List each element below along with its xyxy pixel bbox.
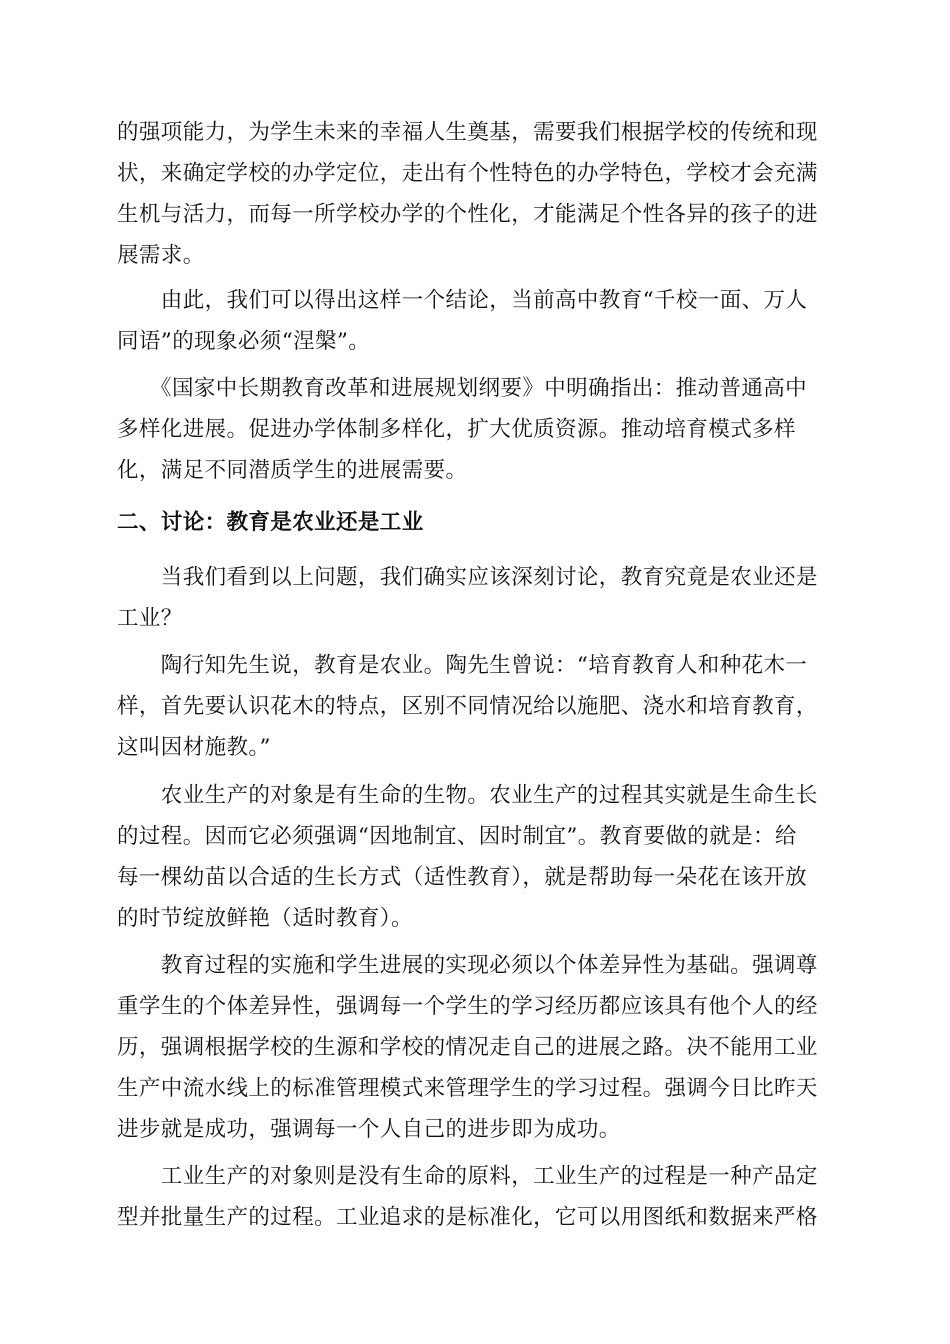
section-heading: [117, 502, 837, 543]
paragraph-6: [117, 775, 837, 939]
paragraph-line: 农业生产的对象是有生命的生物。农业生产的过程其实就是生命生长: [117, 783, 818, 808]
paragraph-line: 工业？: [117, 606, 183, 631]
paragraph-line: 进步就是成功，强调每一个人自己的进步即为成功。: [117, 1117, 621, 1142]
paragraph-5: [117, 645, 837, 768]
paragraph-8: [117, 1156, 837, 1238]
paragraph-line: 陶行知先生说，教育是农业。陶先生曾说：“培育教育人和种花木一: [117, 653, 808, 678]
paragraph-line: 多样化进展。促进办学体制多样化，扩大优质资源。推动培育模式多样: [117, 417, 796, 442]
paragraph-line: 的过程。因而它必须强调“因地制宜、因时制宜”。教育要做的就是：给: [117, 824, 797, 849]
paragraph-line: 每一棵幼苗以合适的生长方式（适性教育），就是帮助每一朵花在该开放: [117, 865, 808, 890]
paragraph-1: [117, 112, 837, 276]
paragraph-line: 展需求。: [117, 243, 205, 268]
paragraph-2: [117, 280, 837, 362]
paragraph-line: 型并批量生产的过程。工业追求的是标准化，它可以用图纸和数据来严格: [117, 1205, 818, 1230]
paragraph-3: [117, 368, 837, 491]
paragraph-line: 由此，我们可以得出这样一个结论，当前高中教育“千校一面、万人: [117, 288, 808, 313]
paragraph-line: 同语”的现象必须“涅槃”。: [117, 329, 371, 354]
paragraph-line: 教育过程的实施和学生进展的实现必须以个体差异性为基础。强调尊: [117, 953, 818, 978]
paragraph-line: 这叫因材施教。”: [117, 735, 271, 760]
section-heading-text: 二、讨论：教育是农业还是工业: [117, 510, 424, 535]
paragraph-line: 样，首先要认识花木的特点，区别不同情况给以施肥、浇水和培育教育，: [117, 694, 818, 719]
paragraph-4: [117, 557, 837, 639]
paragraph-line: 当我们看到以上问题，我们确实应该深刻讨论，教育究竟是农业还是: [117, 565, 818, 590]
paragraph-line: 的强项能力，为学生未来的幸福人生奠基，需要我们根据学校的传统和现: [117, 120, 818, 145]
paragraph-line: 重学生的个体差异性，强调每一个学生的学习经历都应该具有他个人的经: [117, 994, 818, 1019]
paragraph-7: [117, 945, 837, 1150]
paragraph-line: 的时节绽放鲜艳（适时教育）。: [117, 906, 413, 931]
paragraph-line: 历，强调根据学校的生源和学校的情况走自己的进展之路。决不能用工业: [117, 1035, 818, 1060]
paragraph-line: 化，满足不同潜质学生的进展需要。: [117, 458, 468, 483]
paragraph-line: 《国家中长期教育改革和进展规划纲要》中明确指出：推动普通高中: [117, 376, 808, 401]
paragraph-line: 工业生产的对象则是没有生命的原料，工业生产的过程是一种产品定: [117, 1164, 818, 1189]
paragraph-line: 生机与活力，而每一所学校办学的个性化，才能满足个性各异的孩子的进: [117, 202, 818, 227]
paragraph-line: 状，来确定学校的办学定位，走出有个性特色的办学特色，学校才会充满: [117, 161, 818, 186]
paragraph-line: 生产中流水线上的标准管理模式来管理学生的学习过程。强调今日比昨天: [117, 1076, 818, 1101]
